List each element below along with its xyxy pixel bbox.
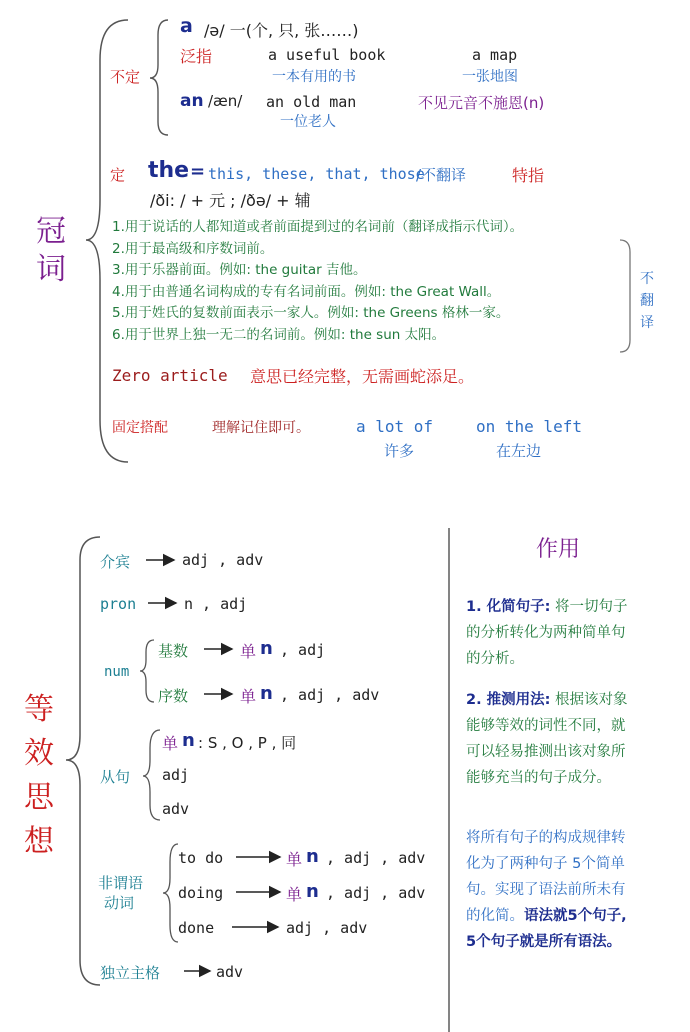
function-p1-line2: 的分析转化为两种简单句	[466, 625, 626, 641]
function-p2-line2: 能够等效的词性不同，就	[466, 718, 626, 734]
doing-n: n	[306, 881, 319, 902]
clause-brace	[143, 730, 160, 820]
num-brace	[140, 640, 154, 702]
function-p1-line1	[466, 595, 628, 616]
to-do-label: to do	[178, 849, 224, 867]
doing-label: doing	[178, 884, 224, 902]
fixed-collocation-label: 固定搭配	[112, 420, 168, 436]
to-do-single: 单	[286, 850, 303, 869]
nonfinite-label-2: 动词	[104, 894, 135, 912]
example-old-man-cn: 一位老人	[280, 114, 336, 130]
indefinite-label: 不定	[110, 68, 141, 86]
example-map: a map	[472, 46, 518, 64]
example-old-man: an old man	[266, 93, 357, 111]
the-equals: =	[190, 161, 206, 182]
generic-label: 泛指	[180, 47, 213, 66]
pron-label: pron	[100, 595, 137, 613]
function-p3-line4	[466, 904, 627, 925]
rule-4: 4.用于由普通名词构成的专有名词前面。例如: the Great Wall。	[112, 284, 501, 300]
zero-article-label: Zero article	[112, 366, 228, 385]
function-p3-line2: 化为了两种句子 5个简单	[466, 856, 625, 872]
example-a-lot-of-cn: 许多	[384, 442, 415, 460]
definite-label: 定	[110, 166, 126, 184]
function-p1-line3: 的分析。	[466, 651, 524, 667]
function-p2-line3: 可以轻易推测出该对象所	[466, 744, 626, 760]
equivalence-title-char4: 想	[24, 824, 54, 859]
pron-result: n , adj	[184, 595, 248, 613]
doing-single: 单	[286, 885, 303, 904]
an-word: an	[180, 91, 204, 111]
clause-single: 单	[162, 734, 179, 753]
to-do-n: n	[306, 846, 319, 867]
prep-label: 介宾	[100, 553, 131, 571]
rule-2: 2.用于最高级和序数词前。	[112, 241, 274, 257]
example-a-lot-of: a lot of	[356, 417, 434, 436]
rule-1: 1.用于说话的人都知道或者前面提到过的名词前（翻译成指示代词）。	[112, 219, 524, 235]
an-ipa: /æn/	[208, 92, 243, 110]
clause-roles: : S , O , P , 同	[198, 734, 297, 752]
cardinal-label: 基数	[158, 642, 189, 660]
num-label: num	[104, 664, 130, 680]
no-translate-bracket	[620, 240, 630, 352]
function-title: 作用	[536, 537, 581, 562]
to-do-result: , adj , adv	[326, 849, 426, 867]
function-p2-head: 2. 推测用法:	[466, 692, 551, 708]
article-title-char1: 冠	[36, 214, 66, 249]
an-rule: 不见元音不施恩(n)	[418, 94, 545, 112]
equivalence-brace	[66, 537, 100, 985]
rule-5: 5.用于姓氏的复数前面表示一家人。例如: the Greens 格林一家。	[112, 305, 510, 321]
prep-result: adj , adv	[182, 551, 264, 569]
side-fan-char: 翻	[640, 293, 654, 309]
nonfinite-brace	[163, 844, 178, 942]
rule-3: 3.用于乐器前面。例如: the guitar 吉他。	[112, 262, 367, 278]
example-useful-book: a useful book	[268, 46, 386, 64]
example-useful-book-cn: 一本有用的书	[272, 69, 356, 85]
equivalence-title-char2: 效	[24, 736, 54, 771]
a-detail: /ə/ 一(个, 只, 张……)	[204, 21, 359, 40]
done-result: adj , adv	[286, 919, 368, 937]
function-p2-line4: 能够充当的句子成分。	[466, 770, 611, 786]
the-pronunciation: /ði: / + 元 ; /ðə/ + 辅	[150, 191, 311, 210]
cardinal-n: n	[260, 638, 273, 659]
article-title-char2: 词	[36, 252, 66, 287]
function-p3-last-b: 语法就5个句子,	[524, 908, 627, 924]
fixed-collocation-tip: 理解记住即可。	[212, 420, 310, 436]
cardinal-single: 单	[240, 642, 257, 661]
function-p1-text-1: 将一切句子	[550, 599, 628, 615]
a-word: a	[180, 15, 193, 37]
the-equivalents: this, these, that, those	[208, 165, 425, 183]
function-p3-last-a: 的化简。	[466, 908, 524, 924]
rule-6: 6.用于世界上独一无二的名词前。例如: the sun 太阳。	[112, 327, 446, 343]
example-map-cn: 一张地图	[462, 69, 518, 85]
the-no-translate: /不翻译	[416, 166, 467, 184]
specific-label: 特指	[512, 166, 545, 185]
example-on-the-left-cn: 在左边	[496, 442, 542, 460]
ordinal-label: 序数	[158, 687, 189, 705]
function-p2-text-1: 根据该对象	[550, 692, 628, 708]
function-p3-line1: 将所有句子的构成规律转	[466, 830, 626, 846]
cardinal-result: , adj	[280, 641, 326, 659]
ordinal-result: , adj , adv	[280, 686, 380, 704]
function-p3-final: 5个句子就是所有语法。	[466, 934, 622, 950]
the-word: the	[148, 158, 190, 183]
doing-result: , adj , adv	[326, 884, 426, 902]
clause-label: 从句	[100, 768, 131, 786]
absolute-label: 独立主格	[100, 964, 161, 982]
clause-adv: adv	[162, 800, 190, 818]
equivalence-title-char3: 思	[24, 780, 54, 815]
absolute-result: adv	[216, 963, 244, 981]
function-p3-line3: 句。实现了语法前所未有	[466, 882, 626, 898]
function-p1-head: 1. 化简句子:	[466, 599, 551, 615]
example-on-the-left: on the left	[476, 417, 582, 436]
side-yi-char: 译	[640, 315, 654, 331]
done-label: done	[178, 919, 215, 937]
ordinal-single: 单	[240, 687, 257, 706]
clause-n: n	[182, 730, 195, 751]
indefinite-brace	[150, 20, 168, 135]
clause-adj: adj	[162, 766, 190, 784]
nonfinite-label-1: 非谓语	[98, 874, 144, 892]
side-no-char: 不	[640, 271, 654, 287]
zero-article-note: 意思已经完整，无需画蛇添足。	[250, 367, 475, 386]
equivalence-title-char1: 等	[24, 692, 54, 727]
ordinal-n: n	[260, 683, 273, 704]
function-p2-line1	[466, 688, 628, 709]
